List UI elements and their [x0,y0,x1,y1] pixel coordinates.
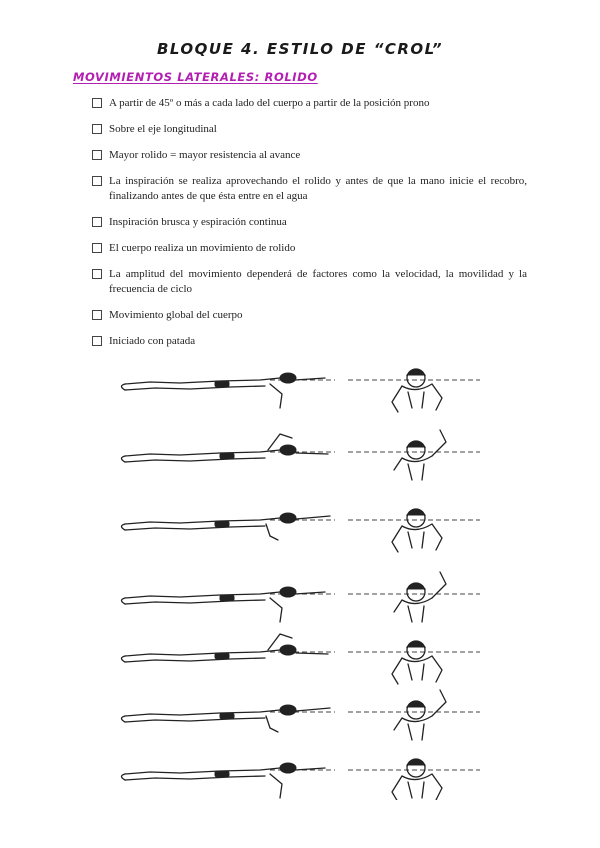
list-item: Iniciado con patada [92,334,527,349]
checkbox-icon[interactable] [92,98,102,108]
swimmer-body [125,592,280,598]
swimmer-arm-extended [296,453,328,454]
swimmer-arm [270,774,282,798]
swim-cap-icon [407,584,425,590]
swimmer-feet [122,384,126,390]
list-item: A partir de 45º o más a cada lado del cuerpo a partir de la posición prono [92,96,527,111]
swimmer-torso-front [408,532,424,548]
swimmer-arm-front [394,600,402,612]
swim-cap-icon [280,513,296,523]
checkbox-icon[interactable] [92,150,102,160]
swim-cap-icon [280,705,296,715]
swimmer-body [125,518,280,524]
section-subtitle: MOVIMIENTOS LATERALES: ROLIDO [73,70,318,84]
swimmer-feet [122,524,126,530]
swimmer-body-lower [125,718,265,722]
swimmer-arm-front [432,656,442,682]
list-item: Inspiración brusca y espiración continua [92,215,527,230]
swimsuit-icon [215,653,229,659]
swimmer-arm-front [392,526,402,552]
swimmer-body-lower [125,776,265,780]
swimsuit-icon [220,595,234,601]
swimmer-body [125,378,280,384]
swim-cap-icon [407,702,425,708]
list-item: Movimiento global del cuerpo [92,308,527,323]
swim-cap-icon [407,510,425,516]
checkbox-icon[interactable] [92,176,102,186]
swimmer-arm-front [432,774,442,800]
swim-cap-icon [280,763,296,773]
swimmer-arm-front [392,658,402,684]
page-title: BLOQUE 4. ESTILO DE “CROL” [156,40,444,58]
swimmer-arm-front [394,458,402,470]
swimmer-body-lower [125,458,265,462]
swim-cap-icon [407,442,425,448]
swimmer-arm [270,598,282,622]
swimmer-torso-front [408,782,424,798]
checklist [92,96,527,360]
swimmer-arm-extended [296,653,328,654]
checkbox-icon[interactable] [92,336,102,346]
swimmer-body [125,710,280,716]
swimmer-body-lower [125,658,265,662]
swimmer-arm-extended [296,516,330,519]
swim-cap-icon [280,587,296,597]
swimmer-torso-front [408,606,424,622]
swimmer-illustration [120,360,490,800]
swimmer-body-lower [125,526,265,530]
swimmer-body [125,450,280,456]
swimmer-torso-front [408,724,424,740]
swim-cap-icon [407,370,425,376]
swim-cap-icon [407,760,425,766]
swimmer-arm-extended [296,708,330,711]
swimmer-arm-front [432,524,442,550]
swim-cap-icon [280,645,296,655]
swimsuit-icon [215,381,229,387]
swimsuit-icon [220,713,234,719]
list-item: Sobre el eje longitudinal [92,122,527,137]
swimmer-body [125,768,280,774]
swimmer-torso-front [408,664,424,680]
swimmer-body-lower [125,600,265,604]
swimmer-feet [122,598,126,604]
checkbox-icon[interactable] [92,124,102,134]
swimmer-arm [270,384,282,408]
swimsuit-icon [220,453,234,459]
checkbox-icon[interactable] [92,243,102,253]
swim-cap-icon [407,642,425,648]
swimsuit-icon [215,771,229,777]
checkbox-icon[interactable] [92,310,102,320]
swimmer-arm-front [394,718,402,730]
swimmer-feet [122,774,126,780]
list-item: La amplitud del movimiento dependerá de factores como la velocidad, la movilidad y la frecuencia de ciclo [92,267,527,297]
swimmer-torso-front [408,392,424,408]
swimmer-crawl-sequence-icon [120,360,490,800]
swimmer-feet [122,456,126,462]
swimmer-feet [122,656,126,662]
swimmer-body-lower [125,386,265,390]
list-item: El cuerpo realiza un movimiento de rolido [92,241,527,256]
swimmer-feet [122,716,126,722]
swimmer-arm-front [432,384,442,410]
swimmer-arm [266,716,278,732]
checkbox-icon[interactable] [92,217,102,227]
swimmer-arm-front [392,386,402,412]
swimmer-arm-front [392,776,402,800]
swimmer-arm [266,524,278,540]
swimsuit-icon [215,521,229,527]
list-item: Mayor rolido = mayor resistencia al avance [92,148,527,163]
swim-cap-icon [280,373,296,383]
swimmer-body [125,650,280,656]
list-item: La inspiración se realiza aprovechando el rolido y antes de que la mano inicie el recobro, finalizando antes de que ésta entre en el agua [92,174,527,204]
checkbox-icon[interactable] [92,269,102,279]
swimmer-torso-front [408,464,424,480]
swim-cap-icon [280,445,296,455]
